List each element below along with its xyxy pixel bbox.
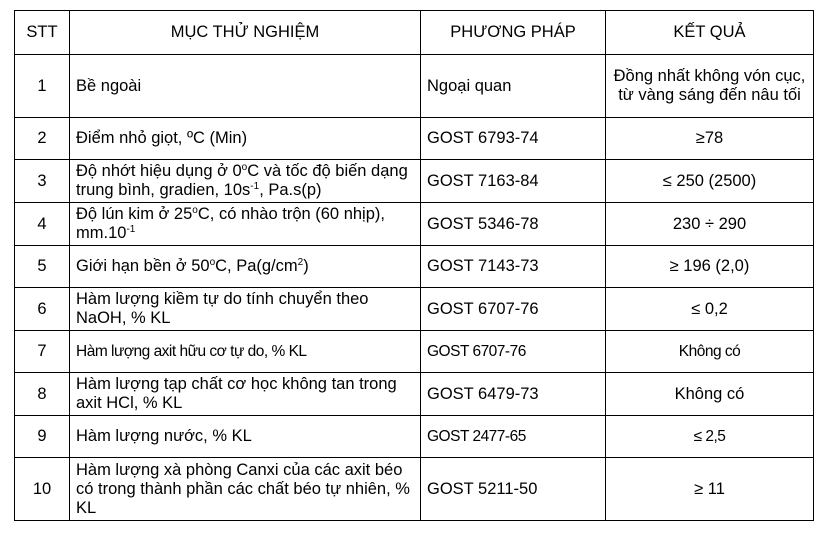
- row-stt: 1: [15, 55, 70, 118]
- row-item: Bề ngoài: [70, 55, 421, 118]
- row-result: ≤ 250 (2500): [606, 160, 814, 203]
- row-item: Giới hạn bền ở 50$^o$C, $Pa(g/cm^2)$: [70, 246, 421, 288]
- row-result: 230 ÷ 290: [606, 203, 814, 246]
- row-stt: 9: [15, 416, 70, 458]
- row-method: GOST 6479-73: [421, 373, 606, 416]
- table-row: [15, 331, 814, 373]
- row-item: Điểm nhỏ giọt, ºC (Min): [70, 118, 421, 160]
- row-method: GOST 5346-78: [421, 203, 606, 246]
- row-item: Hàm lượng axit hữu cơ tự do, % KL: [70, 331, 421, 373]
- table-row: [15, 458, 814, 521]
- row-method: GOST 2477-65: [421, 416, 606, 458]
- table-row: [15, 246, 814, 288]
- row-result: Không có: [606, 373, 814, 416]
- table-row: [15, 55, 814, 118]
- row-item: Hàm lượng xà phòng Canxi của các axit béo có trong thành phần các chất béo tự nhiên, % KL: [70, 458, 421, 521]
- header-stt: STT: [15, 11, 70, 55]
- row-stt: 6: [15, 288, 70, 331]
- row-result: Không có: [606, 331, 814, 373]
- row-item: Hàm lượng tạp chất cơ học không tan trong axit HCl, % KL: [70, 373, 421, 416]
- row-stt: 7: [15, 331, 70, 373]
- row-method: GOST 7143-73: [421, 246, 606, 288]
- header-method: PHƯƠNG PHÁP: [421, 11, 606, 55]
- row-method: GOST 7163-84: [421, 160, 606, 203]
- row-stt: 4: [15, 203, 70, 246]
- row-stt: 10: [15, 458, 70, 521]
- row-stt: 3: [15, 160, 70, 203]
- header-result: KẾT QUẢ: [606, 11, 814, 55]
- row-item: Hàm lượng kiềm tự do tính chuyển theo NaOH, % KL: [70, 288, 421, 331]
- row-result: ≥78: [606, 118, 814, 160]
- test-results-table: [14, 10, 814, 521]
- table-header-row: [15, 11, 814, 55]
- row-item: Độ nhớt hiệu dụng ở 0$^o$C và tốc độ biến dạng trung bình, gradien, $10s^{-1}$, Pa.s(p): [70, 160, 421, 203]
- row-result: Đồng nhất không vón cục, từ vàng sáng đến nâu tối: [606, 55, 814, 118]
- table-row: [15, 373, 814, 416]
- table-row: [15, 118, 814, 160]
- row-method: Ngoại quan: [421, 55, 606, 118]
- row-result: ≥ 196 (2,0): [606, 246, 814, 288]
- table-row: [15, 288, 814, 331]
- row-method: GOST 6793-74: [421, 118, 606, 160]
- row-method: GOST 6707-76: [421, 288, 606, 331]
- row-result: ≤ 0,2: [606, 288, 814, 331]
- row-item: Hàm lượng nước, % KL: [70, 416, 421, 458]
- table-row: [15, 160, 814, 203]
- table-row: [15, 416, 814, 458]
- row-result: ≥ 11: [606, 458, 814, 521]
- row-stt: 5: [15, 246, 70, 288]
- row-stt: 8: [15, 373, 70, 416]
- row-method: GOST 5211-50: [421, 458, 606, 521]
- row-method: GOST 6707-76: [421, 331, 606, 373]
- header-item: MỤC THỬ NGHIỆM: [70, 11, 421, 55]
- row-stt: 2: [15, 118, 70, 160]
- row-item: Độ lún kim ở 25$^o$C, có nhào trộn (60 nhịp), $mm.10^{-1}$: [70, 203, 421, 246]
- row-result: ≤ 2,5: [606, 416, 814, 458]
- table-row: [15, 203, 814, 246]
